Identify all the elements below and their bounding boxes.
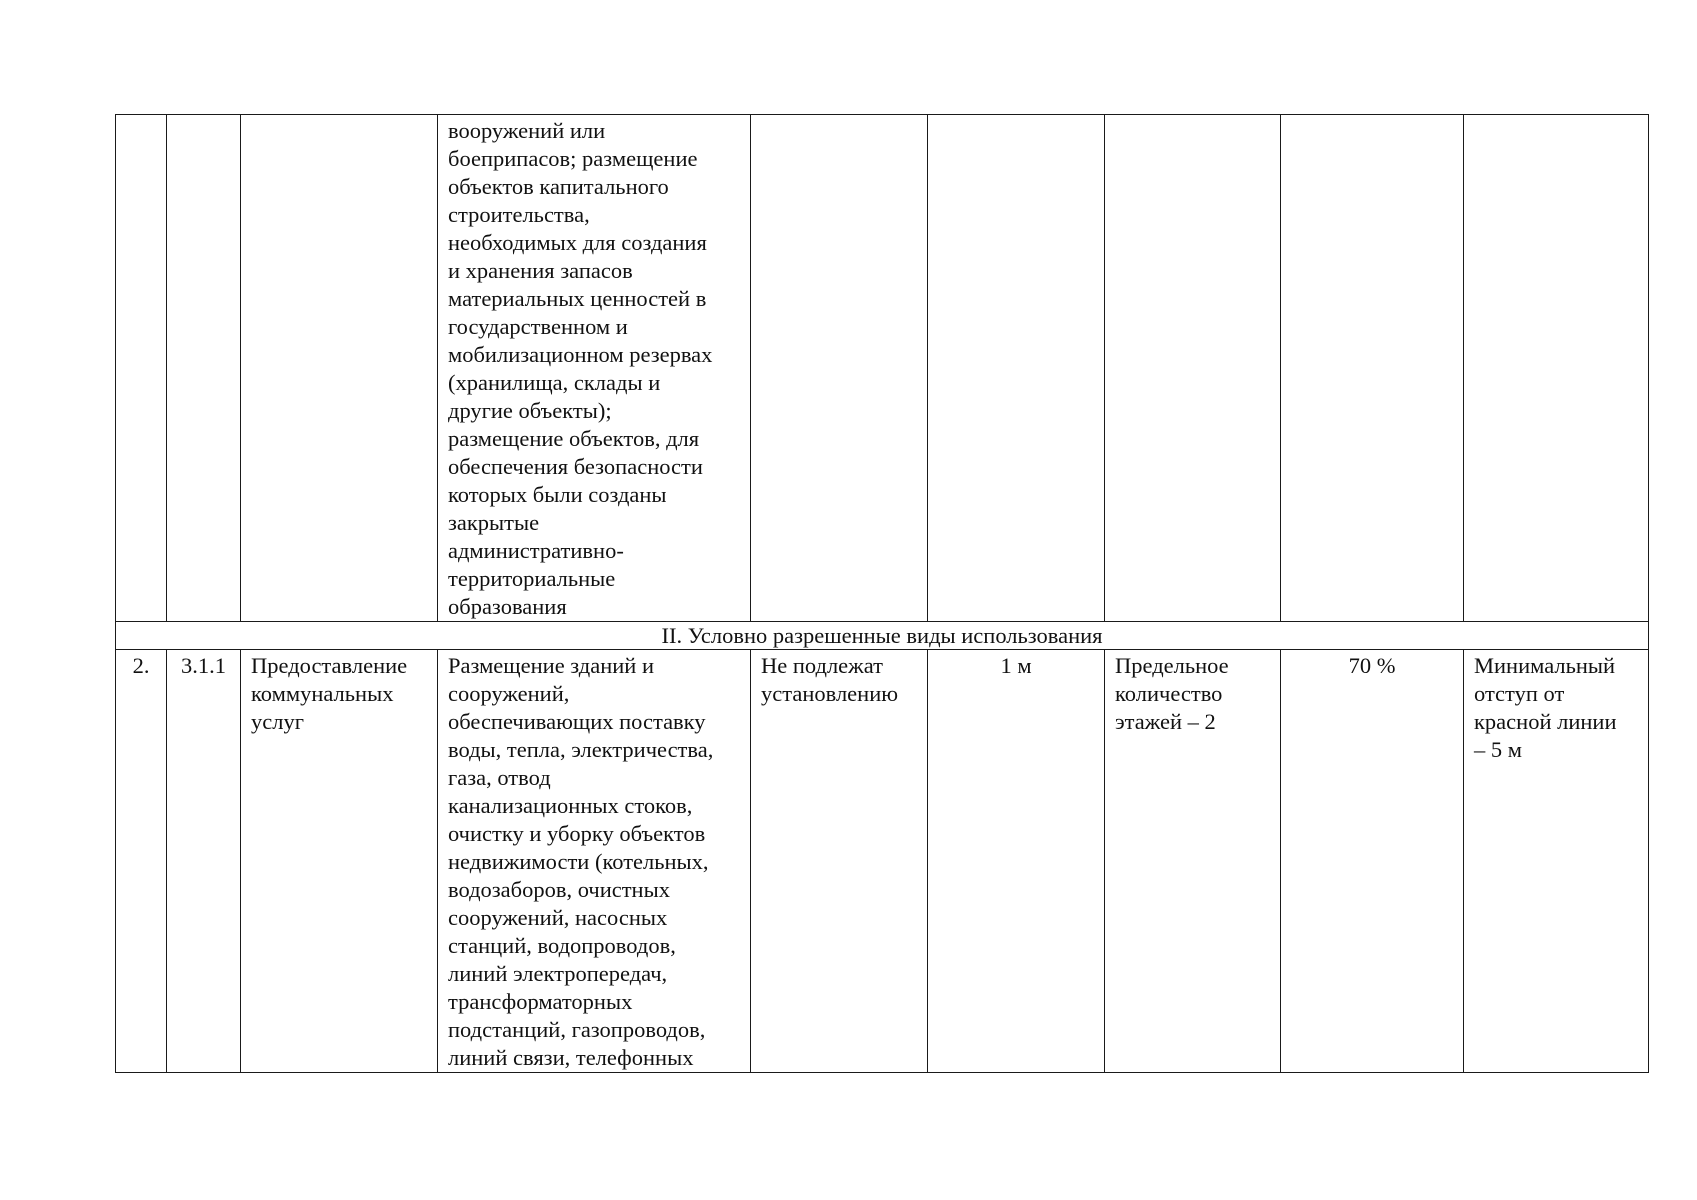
name-cell bbox=[241, 115, 438, 622]
plot-size-text: Не подлежат установлению bbox=[761, 653, 899, 706]
description-text: вооружений или боеприпасов; размещение объектов капитального строительства, необходимых для создания и хранения запасов материальных ценностей в государственном и мобилизационном резервах (хранилища, склады и другие объекты); размещение объектов, для обеспечения безопасности которых были созданы закрытые административно- территориальные образования bbox=[448, 118, 713, 619]
row-number: 2. bbox=[132, 653, 150, 678]
code-cell bbox=[167, 650, 241, 1073]
section-heading-row bbox=[116, 622, 1649, 650]
land-use-regulations-table bbox=[115, 114, 1649, 1073]
coverage-cell bbox=[1281, 650, 1464, 1073]
section-heading: II. Условно разрешенные виды использования bbox=[116, 622, 1649, 650]
floors-cell bbox=[1105, 115, 1281, 622]
other-cell bbox=[1464, 650, 1649, 1073]
description-cell bbox=[438, 650, 751, 1073]
other-text: Минимальный отступ от красной линии – 5 м bbox=[1474, 653, 1617, 762]
floors-cell bbox=[1105, 650, 1281, 1073]
description-text: Размещение зданий и сооружений, обеспечивающих поставку воды, тепла, электричества, газа, отвод канализационных стоков, очистку и уборку объектов недвижимости (котельных, водозаборов, очистных сооружений, насосных станций, водопроводов, линий электропередач, трансформаторных подстанций, газопроводов, линий связи, телефонных bbox=[448, 653, 714, 1070]
coverage-cell bbox=[1281, 115, 1464, 622]
use-name: Предоставление коммунальных услуг bbox=[251, 653, 408, 734]
plot-size-cell bbox=[751, 115, 928, 622]
plot-size-cell bbox=[751, 650, 928, 1073]
number-cell bbox=[116, 650, 167, 1073]
use-code: 3.1.1 bbox=[181, 653, 226, 678]
name-cell bbox=[241, 650, 438, 1073]
setback-cell bbox=[928, 115, 1105, 622]
setback-text: 1 м bbox=[1000, 653, 1032, 678]
table-row bbox=[116, 650, 1649, 1073]
number-cell bbox=[116, 115, 167, 622]
table-row bbox=[116, 115, 1649, 622]
floors-text: Предельное количество этажей – 2 bbox=[1115, 653, 1229, 734]
description-cell bbox=[438, 115, 751, 622]
code-cell bbox=[167, 115, 241, 622]
other-cell bbox=[1464, 115, 1649, 622]
setback-cell bbox=[928, 650, 1105, 1073]
coverage-text: 70 % bbox=[1348, 653, 1396, 678]
